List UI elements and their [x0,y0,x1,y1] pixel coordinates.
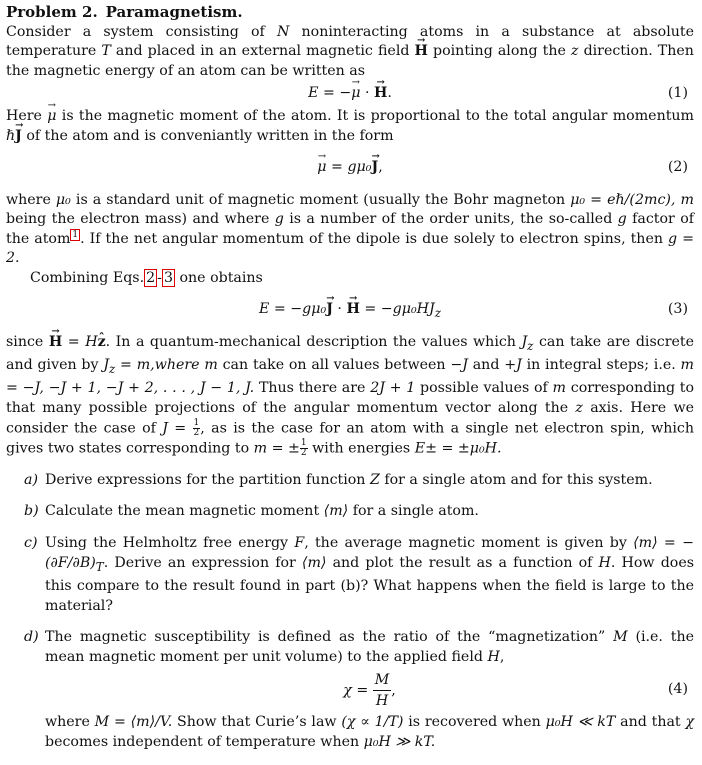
equation-2-number: (2) [667,158,688,175]
g-factor-paragraph: where μ₀ is a standard unit of magnetic moment (usually the Bohr magneton μ₀ = eℏ/(2mc), m being the electron mass) and where g is a number of the order units, the so-called g factor of the atom $^1$ . If the net angular momentum of the dipole is due solely to electron spins, then g = 2. [6,191,695,267]
equation-4: χ = $\frac{M}{H}$ , (4) [343,672,688,710]
problem-name: Paramagnetism. [105,3,243,21]
problem-title [6,3,694,23]
problem-page [6,0,694,765]
question-b-label: b) [24,503,39,520]
intro-paragraph: Consider a system consisting of N noninteracting atoms in a substance at absolute temperature T and placed in an external magnetic field H → pointing along the z direction. Then the magnetic energy of an atom can be written as [6,23,694,82]
equation-ref-2[interactable]: 2 [146,269,156,286]
question-a-label: a) [24,471,38,488]
fraction-one-half-2: $\frac{1}{2}$ [300,437,307,458]
question-d-label: d) [24,629,39,646]
equation-3-number: (3) [667,300,688,317]
moment-paragraph: Here μ → is the magnetic moment of the atom. It is proportional to the total angular momentum ℏJ → of the atom and is conveniantly written in the form [6,107,694,146]
footnote-link[interactable]: 1 [72,230,79,241]
equation-2: μ → = gμ₀J →, (2) [6,148,694,190]
problem-label: Problem 2. [6,3,98,21]
equation-1-number: (1) [667,85,688,102]
combining-paragraph: Combining Eqs. 2 - 3 one obtains [30,269,263,286]
question-c-label: c) [24,534,38,551]
equation-1: E = −μ → · H →. (1) [6,82,694,106]
question-c: c) Using the Helmholtz free energy F, the average magnetic moment is given by ⟨m⟩ = $-(\partial F/\partial B)_T$. Derive an expression for ⟨m⟩ and plot the result as a function of H. How does this compare to the result found in part (b)? What happens when the field is large to the material? [24,534,694,614]
question-list [24,471,694,753]
quantum-paragraph: since H → = Hz ˆ. In a quantum-mechanical description the values which $J_z$ can take are discrete and given by $J_z$ = m,where m can take on all values between −J and +J in integral steps; i.e. m = −J, −J + 1, −J + 2, . . . , J − 1, J. Thus there are 2J + 1 possible values of m corresponding to that many possible projections of the angular momentum vector along the z axis. Here we consider the case of J = $\frac{1}{2}$ , as is the case for an atom with a single net electron spin, which gives two states corresponding to m = ± $\frac{1}{2}$ with energies E± = ±μ₀H. [6,333,694,459]
equation-3: E = −gμ₀J → · H → = $-g\mu_0HJ_z$ (3) [6,290,694,332]
fraction-one-half: $\frac{1}{2}$ [193,417,200,438]
question-b: b) Calculate the mean magnetic moment ⟨m⟩ for a single atom. [24,502,694,522]
fraction-m-over-h: $\frac{M}{H}$ [374,672,390,710]
question-a: a) Derive expressions for the partition function Z for a single atom and for this system. [24,471,694,491]
equation-4-number: (4) [667,681,688,698]
equation-ref-3[interactable]: 3 [163,269,173,286]
question-d: d) The magnetic susceptibility is defined as the ratio of the “magnetization” M (i.e. the mean magnetic moment per unit volume) to the applied field H, χ = $\frac{M}{H}$ , (4) where M = ⟨m⟩/V. Show that Curie’s law (χ ∝ 1/T) is recovered when μ₀H ≪ kT and that χ becomes independent of temperature when μ₀H ≫ kT. [24,629,695,750]
